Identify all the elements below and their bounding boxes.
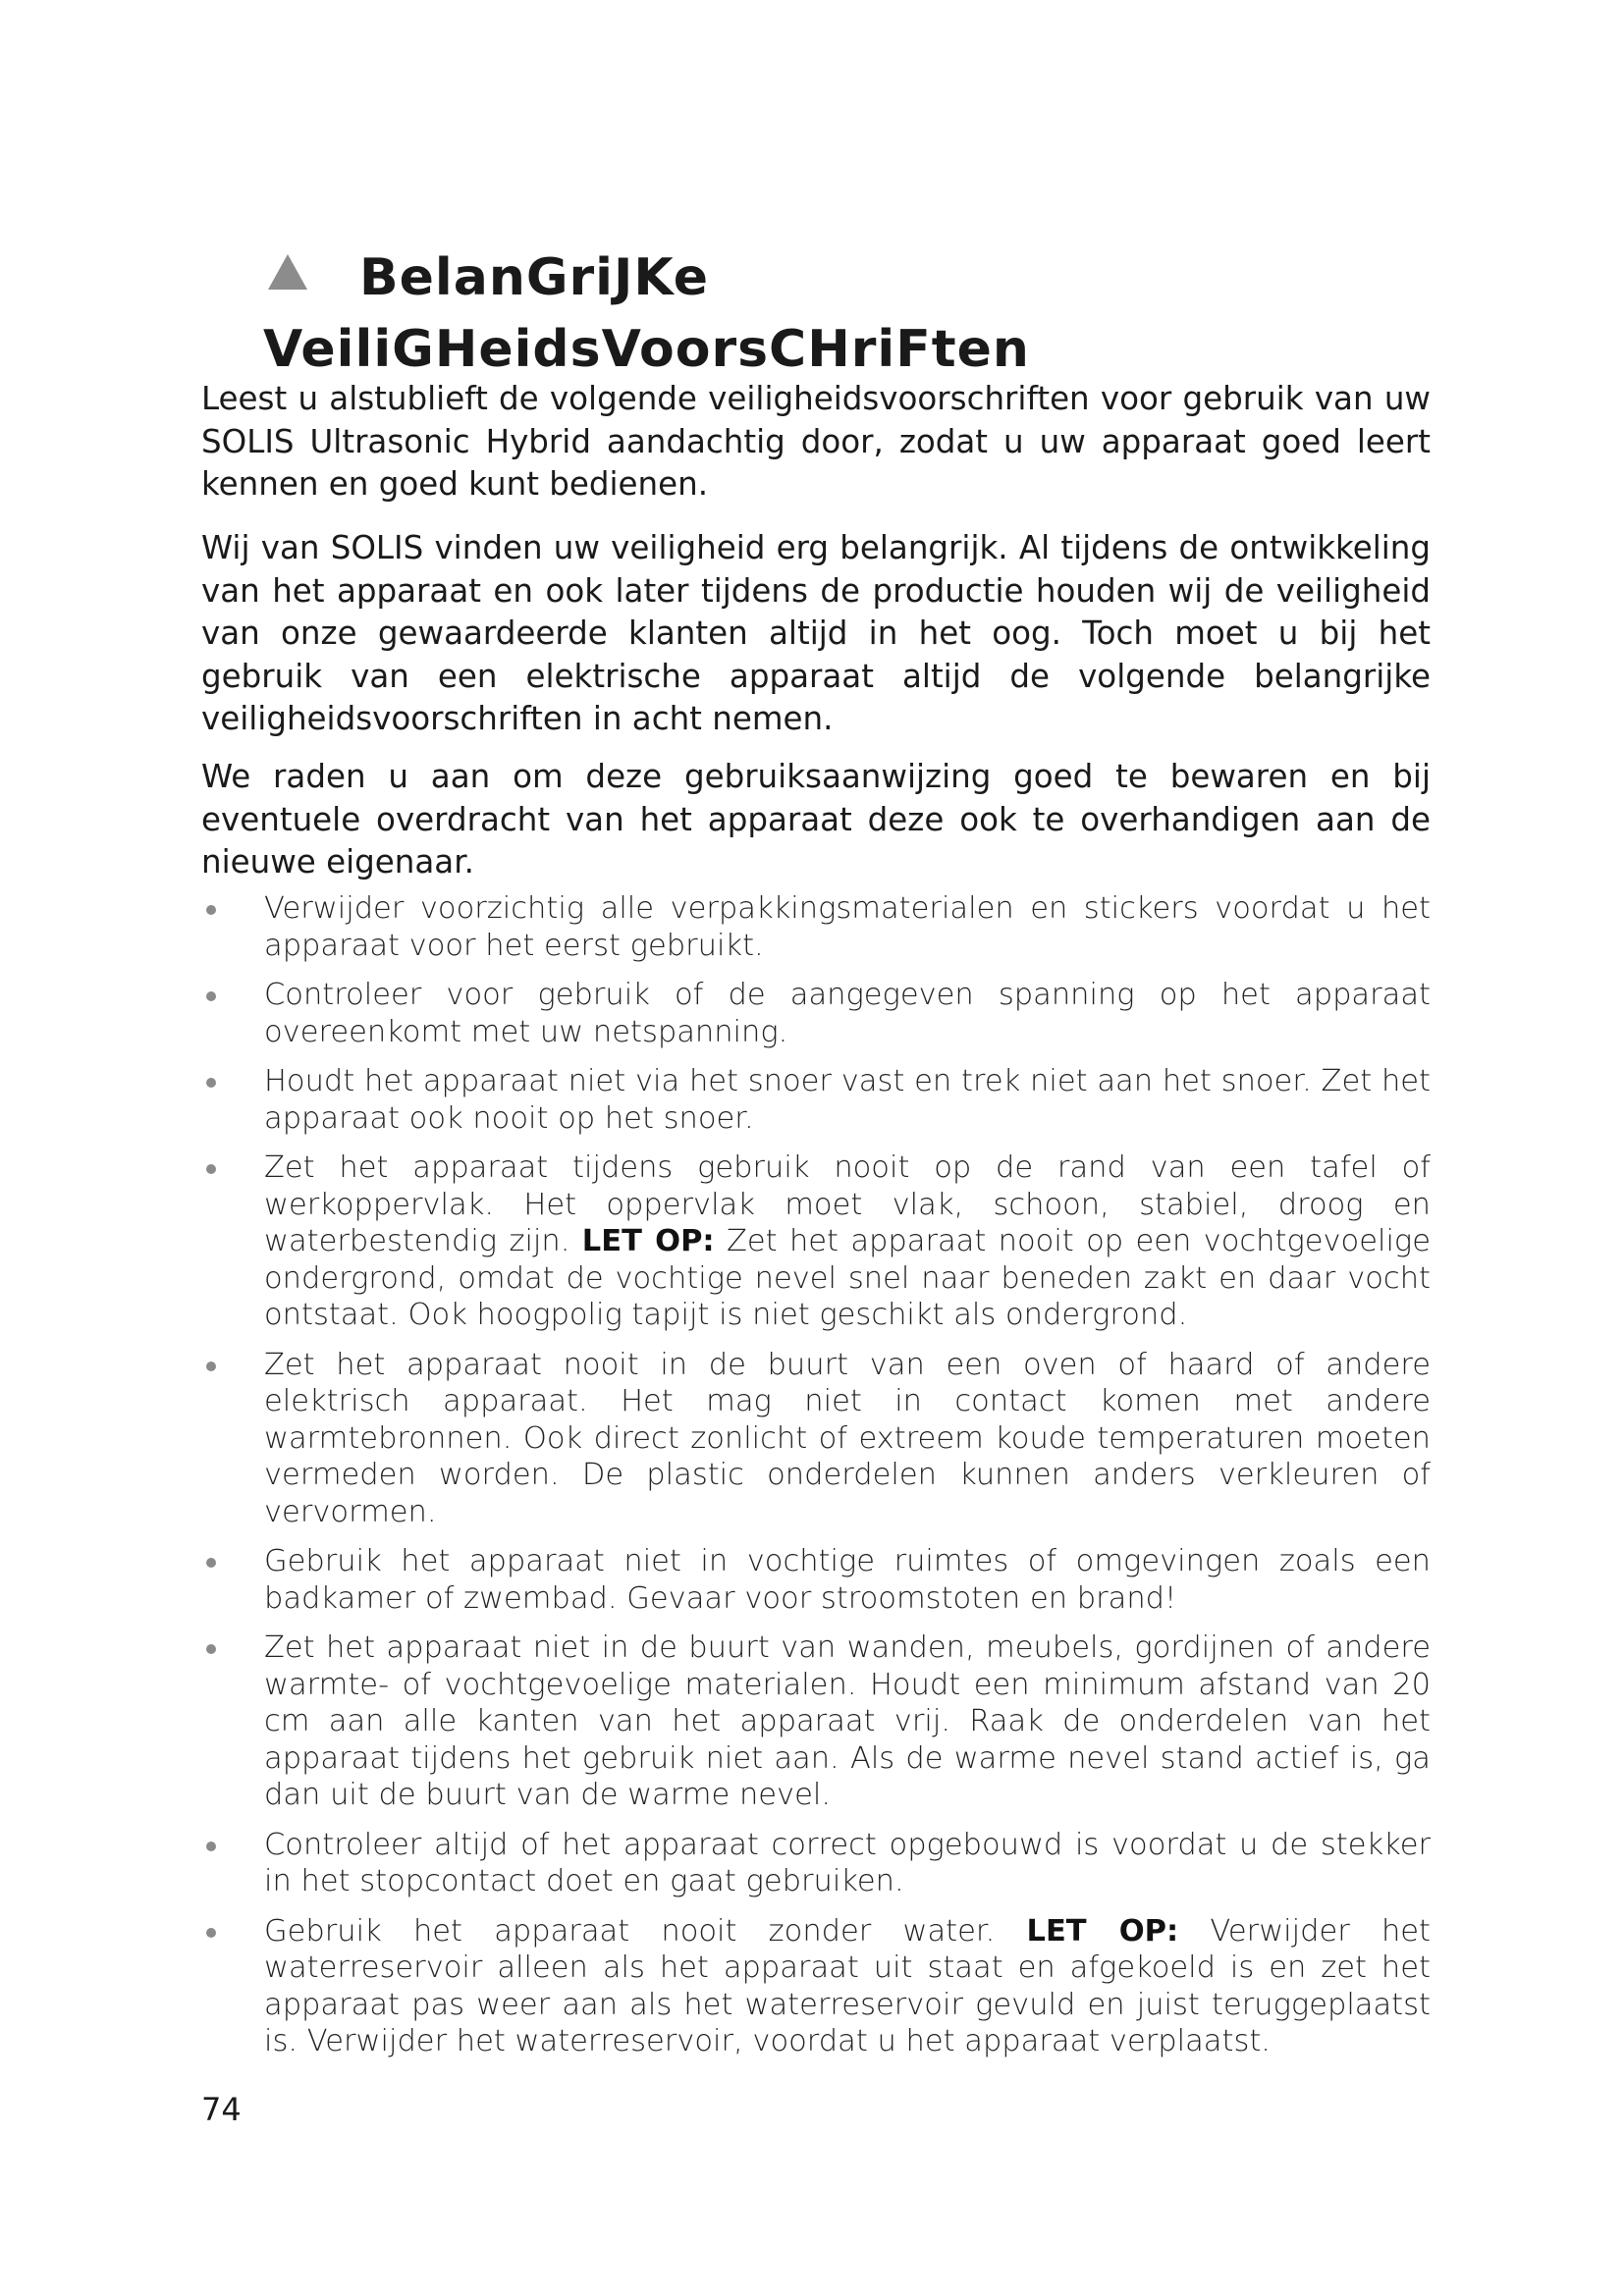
bullet-item: [201, 890, 1431, 964]
heading-line-2: VeiliGHeidsVoorsCHriFten: [263, 319, 1030, 379]
bullet-text: Gebruik het apparaat nooit zonder water.: [264, 1913, 996, 1949]
note-label: LET OP:: [581, 1224, 715, 1258]
note-label: LET OP:: [1026, 1913, 1179, 1949]
bullet-icon: [206, 1362, 216, 1371]
intro-paragraph-3: We raden u aan om deze gebruiksaanwijzing goed te bewaren en bij eventuele overdracht van het apparaat deze ook te overhandigen aan de nieuwe eigenaar.: [201, 758, 1431, 881]
bullet-text: Gebruik het apparaat niet in vochtige ruimtes of omgevingen zoals een badkamer of zwembad. Gevaar voor stroomstoten en brand!: [264, 1544, 1431, 1616]
bullet-icon: [206, 1842, 216, 1851]
bullet-text: Zet het apparaat niet in de buurt van wanden, meubels, gordijnen of andere warmte- of vochtgevoelige materialen. Houdt een minimum afstand van 20 cm aan alle kanten van het apparaat vrij. Raak de onderdelen van het apparaat tijdens het gebruik niet aan. Als de warme nevel stand actief is, ga dan uit de buurt van de warme nevel.: [264, 1630, 1431, 1812]
bullet-item: [201, 1629, 1431, 1814]
bullet-icon: [206, 1558, 216, 1568]
bullet-icon: [206, 1164, 216, 1174]
bullet-icon: [206, 991, 216, 1001]
intro-paragraph-1: Leest u alstublieft de volgende veiligheidsvoorschriften voor gebruik van uw SOLIS Ultrasonic Hybrid aandachtig door, zodat u uw apparaat goed leert kennen en goed kunt bedienen.: [201, 380, 1431, 503]
warning-triangle-icon: [267, 253, 308, 291]
intro-paragraph-2: Wij van SOLIS vinden uw veiligheid erg belangrijk. Al tijdens de ontwikkeling van het apparaat en ook later tijdens de productie houden wij de veiligheid van onze gewaardeerde klanten altijd in het oog. Toch moet u bij het gebruik van een elektrische apparaat altijd de volgende belangrijke veiligheidsvoorschriften in acht nemen.: [201, 529, 1431, 737]
bullet-icon: [206, 905, 216, 915]
bullet-item: [201, 1827, 1431, 1900]
safety-bullet-list: [201, 890, 1431, 2073]
note-text: Zet het apparaat nooit op een vochtgevoelige ondergrond, omdat de vochtige nevel snel naar beneden zakt en daar vocht ontstaat. Ook hoogpolig tapijt is niet geschikt als ondergrond.: [264, 1224, 1431, 1332]
bullet-icon: [206, 1928, 216, 1938]
bullet-icon: [206, 1078, 216, 1088]
bullet-item: [201, 977, 1431, 1050]
bullet-item: [201, 1347, 1431, 1531]
bullet-item: [201, 1063, 1431, 1137]
bullet-text: Zet het apparaat nooit in de buurt van een oven of haard of andere elektrisch apparaat. Het mag niet in contact komen met andere warmtebronnen. Ook direct zonlicht of extreem koude temperaturen moeten vermeden worden. De plastic onderdelen kunnen anders verkleuren of vervormen.: [264, 1347, 1431, 1529]
note-text: Verwijder het waterreservoir alleen als het apparaat uit staat en afgekoeld is en zet het apparaat pas weer aan als het waterreservoir gevuld en juist teruggeplaatst is. Verwijder het waterreservoir, voordat u het apparaat verplaatst.: [264, 1913, 1431, 2058]
bullet-text: Controleer voor gebruik of de aangegeven spanning op het apparaat overeenkomt met uw netspanning.: [264, 978, 1431, 1049]
bullet-text: Controleer altijd of het apparaat correct opgebouwd is voordat u de stekker in het stopcontact doet en gaat gebruiken.: [264, 1827, 1431, 1898]
bullet-item: [201, 1543, 1431, 1617]
heading-line-1: BelanGriJKe: [359, 247, 709, 307]
bullet-text: Verwijder voorzichtig alle verpakkingsmaterialen en stickers voordat u het apparaat voor het eerst gebruikt.: [264, 891, 1431, 963]
bullet-item: [201, 1149, 1431, 1334]
bullet-item: [201, 1913, 1431, 2060]
bullet-icon: [206, 1644, 216, 1654]
bullet-text: Houdt het apparaat niet via het snoer vast en trek niet aan het snoer. Zet het apparaat ook nooit op het snoer.: [264, 1064, 1431, 1136]
page-number: 74: [201, 2091, 242, 2128]
page-heading: [263, 242, 1441, 386]
bullet-text: Zet het apparaat tijdens gebruik nooit op de rand van een tafel of werkoppervlak. Het oppervlak moet vlak, schoon, stabiel, droog en waterbestendig zijn.: [264, 1150, 1431, 1258]
